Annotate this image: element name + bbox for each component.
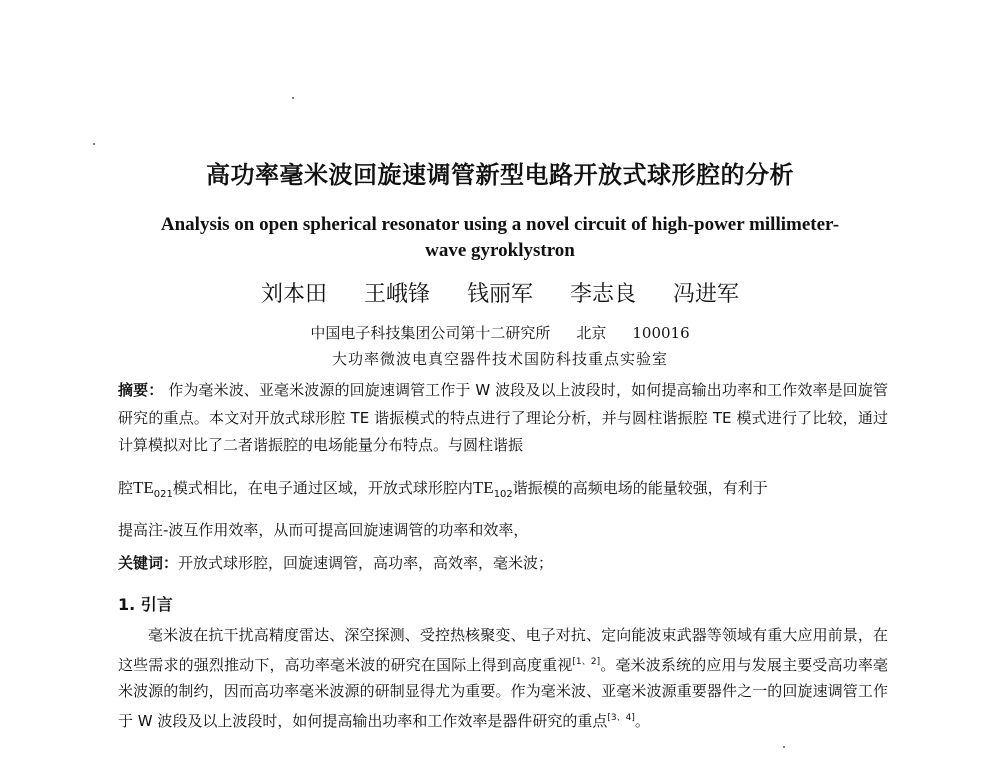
keywords-text: 开放式球形腔，回旋速调管，高功率，高效率，毫米波；: [178, 554, 554, 572]
section-heading: [118, 592, 888, 618]
author-name: 钱丽军: [466, 282, 533, 307]
abstract-main: [118, 377, 888, 460]
scan-speck: [783, 746, 785, 748]
abstract-text: 模式相比，在电子通过区域，开放式球形腔内: [172, 478, 473, 497]
paper-title-english: Analysis on open spherical resonator using a novel circuit of high-power millimeter-wave gyroklystron: [160, 214, 840, 261]
scan-speck: [93, 143, 95, 145]
abstract-te-line: [118, 472, 888, 511]
author-name: 刘本田: [260, 282, 327, 307]
intro-text: 。: [634, 711, 650, 730]
abstract: [118, 377, 888, 544]
affiliation-postcode: 100016: [632, 324, 690, 342]
paper-title-chinese: 高功率毫米波回旋速调管新型电路开放式球形腔的分析: [206, 160, 794, 189]
intro-text: 。毫米波系统的应用与发展主要受高功率毫米波源的制约，因而高功率毫米波源的研制显得尤为重要。作为毫米波、亚毫米波源重要器件之一的回旋速调管工作于 W 波段及以上波段时，如何提高输出功率和工作效率是器件研究的重点: [118, 655, 888, 730]
author-name: 王峨锋: [363, 282, 430, 307]
te-mode-label: TE: [472, 477, 494, 497]
section-number: 1.: [118, 595, 136, 614]
section-title: 引言: [140, 595, 173, 614]
scan-speck: [292, 97, 294, 99]
affiliation-institute: 中国电子科技集团公司第十二研究所: [310, 324, 551, 342]
author-name: 冯进军: [673, 282, 740, 307]
abstract-text: 谐振模的高频电场的能量较强，有利于: [512, 478, 768, 497]
affiliation-city: 北京: [576, 324, 607, 342]
keywords: [118, 550, 888, 576]
intro-text: 毫米波在抗干扰高精度雷达、深空探测、受控热核聚变、电子对抗、定向能波束武器等领域有重大应用前景，在这些需求的强烈推动下，高功率毫米波的研究在国际上得到高度重视: [118, 626, 888, 674]
citation-ref: [1、2]: [572, 656, 601, 667]
keywords-label: 关键词：: [118, 554, 179, 572]
te-mode-subscript: 102: [493, 488, 513, 500]
affiliation-line: [0, 322, 1000, 343]
abstract-label: 摘要：: [118, 381, 164, 399]
abstract-text: 腔: [118, 478, 134, 497]
te-mode-label: TE: [133, 477, 154, 497]
te-mode-subscript: 021: [153, 488, 173, 500]
author-name: 李志良: [570, 282, 637, 307]
abstract-text: 作为毫米波、亚毫米波源的回旋速调管工作于 W 波段及以上波段时，如何提高输出功率和工作效率是回旋管研究的重点。本文对开放式球形腔 TE 谐振模式的特点进行了理论分析，并与圆柱谐振腔 TE 模式进行了比较，通过计算模拟对比了二者谐振腔的电场能量分布特点。与圆柱谐振: [118, 381, 888, 454]
affiliation-lab: 大功率微波电真空器件技术国防科技重点实验室: [331, 350, 668, 368]
author-list: [0, 277, 1000, 308]
intro-paragraph: [118, 622, 888, 734]
citation-ref: [3、4]: [607, 712, 635, 723]
abstract-text: 提高注-波互作用效率，从而可提高回旋速调管的功率和效率，: [118, 520, 529, 539]
